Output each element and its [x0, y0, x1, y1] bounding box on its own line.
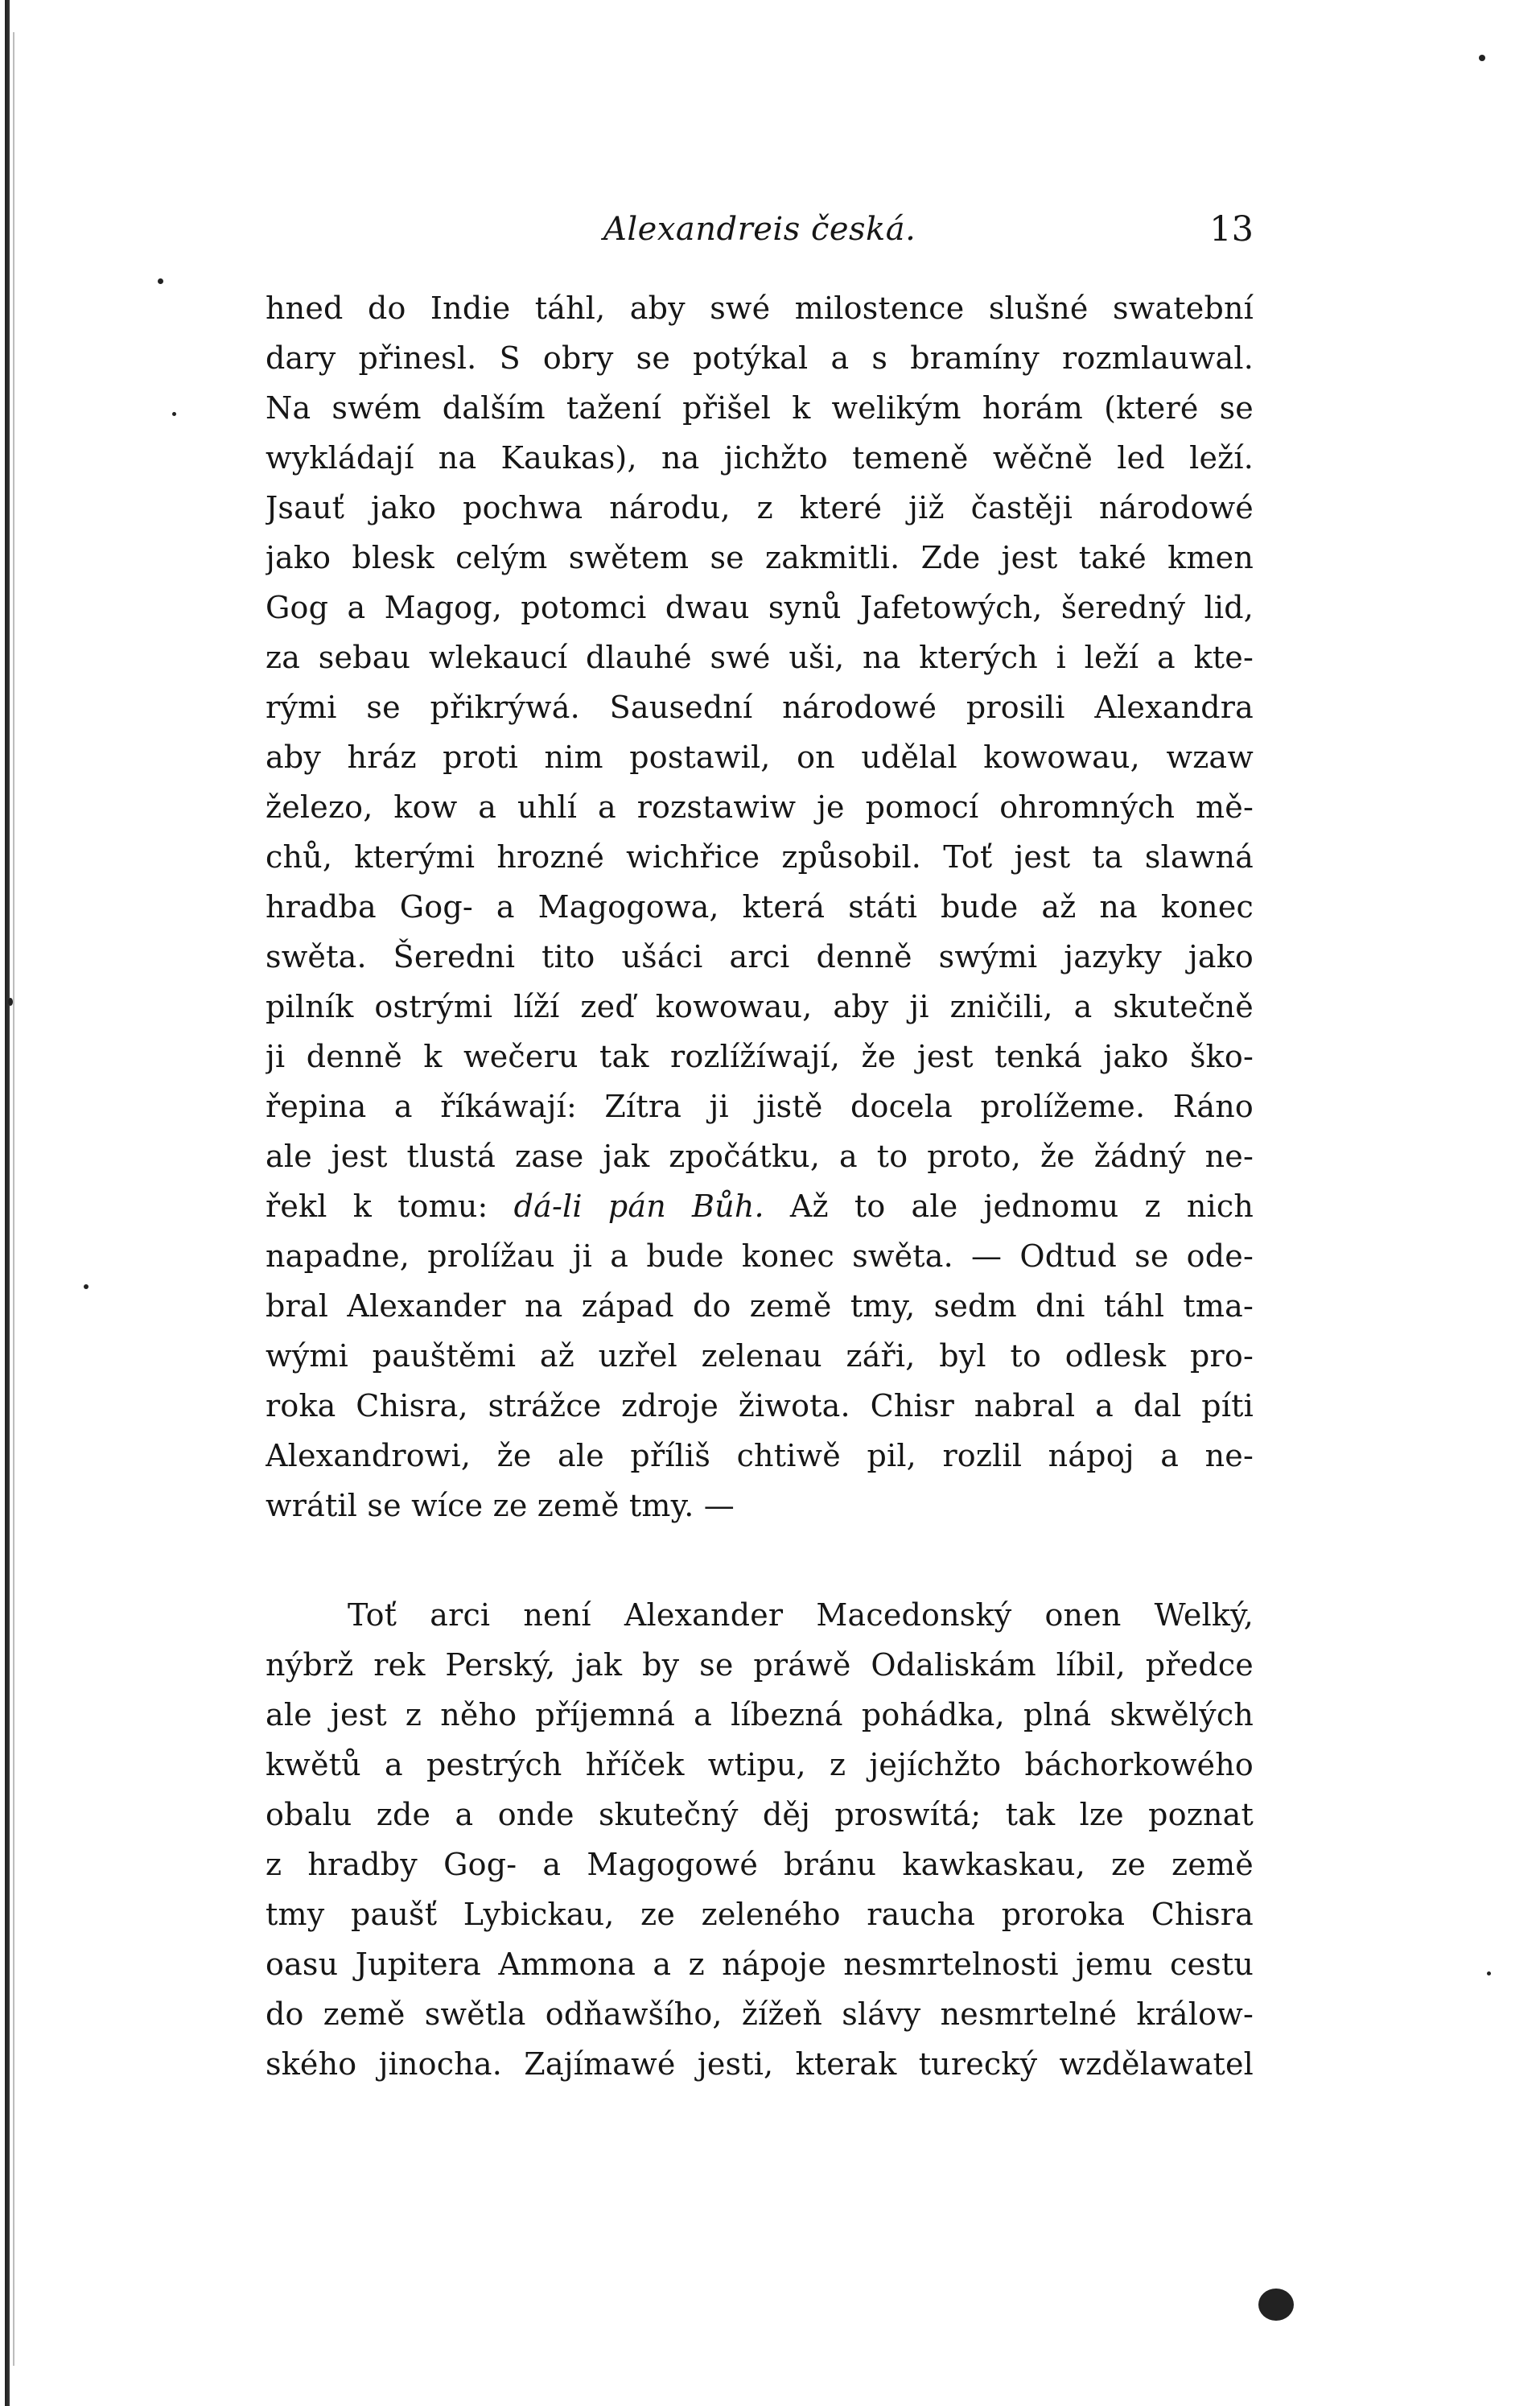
- page-header: [266, 205, 1254, 253]
- scan-speck: [8, 998, 13, 1006]
- text-line-last: wrátil se wíce ze země tmy. —: [266, 1488, 735, 1523]
- text-line: jako blesk celým swětem se zakmitli. Zde jest také kmen: [266, 540, 1254, 575]
- text-line: hradba Gog- a Magogowa, která státi bude až na konec: [266, 889, 1254, 925]
- text-line: oasu Jupitera Ammona a z nápoje nesmrtelnosti jemu cestu: [266, 1947, 1254, 1982]
- text-line: ského jinocha. Zajímawé jesti, kterak turecký wzdělawatel: [266, 2046, 1254, 2082]
- text-line: Alexandrowi, že ale příliš chtiwě pil, rozlil nápoj a ne-: [266, 1438, 1254, 1473]
- text-line: hned do Indie táhl, aby swé milostence slušné swatební: [266, 290, 1254, 326]
- scan-speck: [84, 1284, 89, 1289]
- text-line: Na swém dalším tažení přišel k welikým horám (které se: [266, 390, 1254, 426]
- text-line-indented: Toť arci není Alexander Macedonský onen Welký,: [348, 1597, 1254, 1633]
- paragraph-1: [266, 283, 1254, 1531]
- text-segment: Až to ale jednomu z nich: [764, 1189, 1254, 1224]
- scan-speck: [158, 278, 163, 284]
- text-line: za sebau wlekaucí dlauhé swé uši, na kterých i leží a kte-: [266, 640, 1254, 675]
- text-line: aby hráz proti nim postawil, on udělal kowowau, wzaw: [266, 740, 1254, 775]
- text-line: wými pauštěmi až uzřel zelenau záři, byl to odlesk pro-: [266, 1338, 1254, 1374]
- text-line: Jsauť jako pochwa národu, z které již častěji národowé: [266, 490, 1254, 525]
- italic-phrase: dá-li pán Bůh.: [513, 1189, 764, 1224]
- text-line: do země swětla odňawšího, žížeň slávy nesmrtelné králow-: [266, 1996, 1254, 2032]
- scan-left-edge-line: [13, 32, 14, 2366]
- text-line: nýbrž rek Perský, jak by se práwě Odaliskám líbil, předce: [266, 1647, 1254, 1683]
- text-line: železo, kow a uhlí a rozstawiw je pomocí ohromných mě-: [266, 789, 1254, 825]
- text-line: ale jest tlustá zase jak zpočátku, a to proto, že žádný ne-: [266, 1139, 1254, 1174]
- text-line: rými se přikrýwá. Sausední národowé prosili Alexandra: [266, 690, 1254, 725]
- text-line: napadne, prolížau ji a bude konec swěta. — Odtud se ode-: [266, 1238, 1254, 1274]
- text-segment: řekl k tomu:: [266, 1189, 514, 1224]
- text-line: ji denně k wečeru tak rozlížíwají, že jest tenká jako ško-: [266, 1039, 1254, 1074]
- text-line: pilník ostrými líží zeď kowowau, aby ji zničili, a skutečně: [266, 989, 1254, 1024]
- text-line: z hradby Gog- a Magogowé bránu kawkaskau, ze země: [266, 1847, 1254, 1882]
- scan-speck: [1258, 2289, 1294, 2321]
- text-line: ale jest z něho příjemná a líbezná pohádka, plná skwělých: [266, 1697, 1254, 1732]
- text-line: dary přinesl. S obry se potýkal a s bramíny rozmlauwal.: [266, 340, 1254, 376]
- text-line: roka Chisra, strážce zdroje žiwota. Chisr nabral a dal píti: [266, 1388, 1254, 1423]
- text-line: kwětů a pestrých hříček wtipu, z jejíchžto báchorkowého: [266, 1747, 1254, 1782]
- scan-speck: [172, 412, 176, 416]
- text-line-with-italic: [266, 1181, 1254, 1231]
- text-line: swěta. Šeredni tito ušáci arci denně swými jazyky jako: [266, 939, 1254, 974]
- text-line: wykládají na Kaukas), na jichžto temeně wěčně led leží.: [266, 440, 1254, 476]
- text-line: obalu zde a onde skutečný děj proswítá; tak lze poznat: [266, 1797, 1254, 1832]
- paragraph-2: [266, 1590, 1254, 2089]
- text-line: řepina a říkáwají: Zítra ji jistě docela prolížeme. Ráno: [266, 1089, 1254, 1124]
- text-line: tmy paušť Lybickau, ze zeleného raucha proroka Chisra: [266, 1897, 1254, 1932]
- text-line: chů, kterými hrozné wichřice způsobil. Toť jest ta slawná: [266, 839, 1254, 875]
- page-number: 13: [1209, 209, 1254, 249]
- scan-speck: [1479, 55, 1485, 61]
- scan-left-edge: [5, 0, 10, 2406]
- scan-speck: [1487, 1971, 1491, 1975]
- running-title: Alexandreis česká.: [603, 211, 916, 248]
- text-line: bral Alexander na západ do země tmy, sedm dni táhl tma-: [266, 1288, 1254, 1324]
- text-line: Gog a Magog, potomci dwau synů Jafetowých, šeredný lid,: [266, 590, 1254, 625]
